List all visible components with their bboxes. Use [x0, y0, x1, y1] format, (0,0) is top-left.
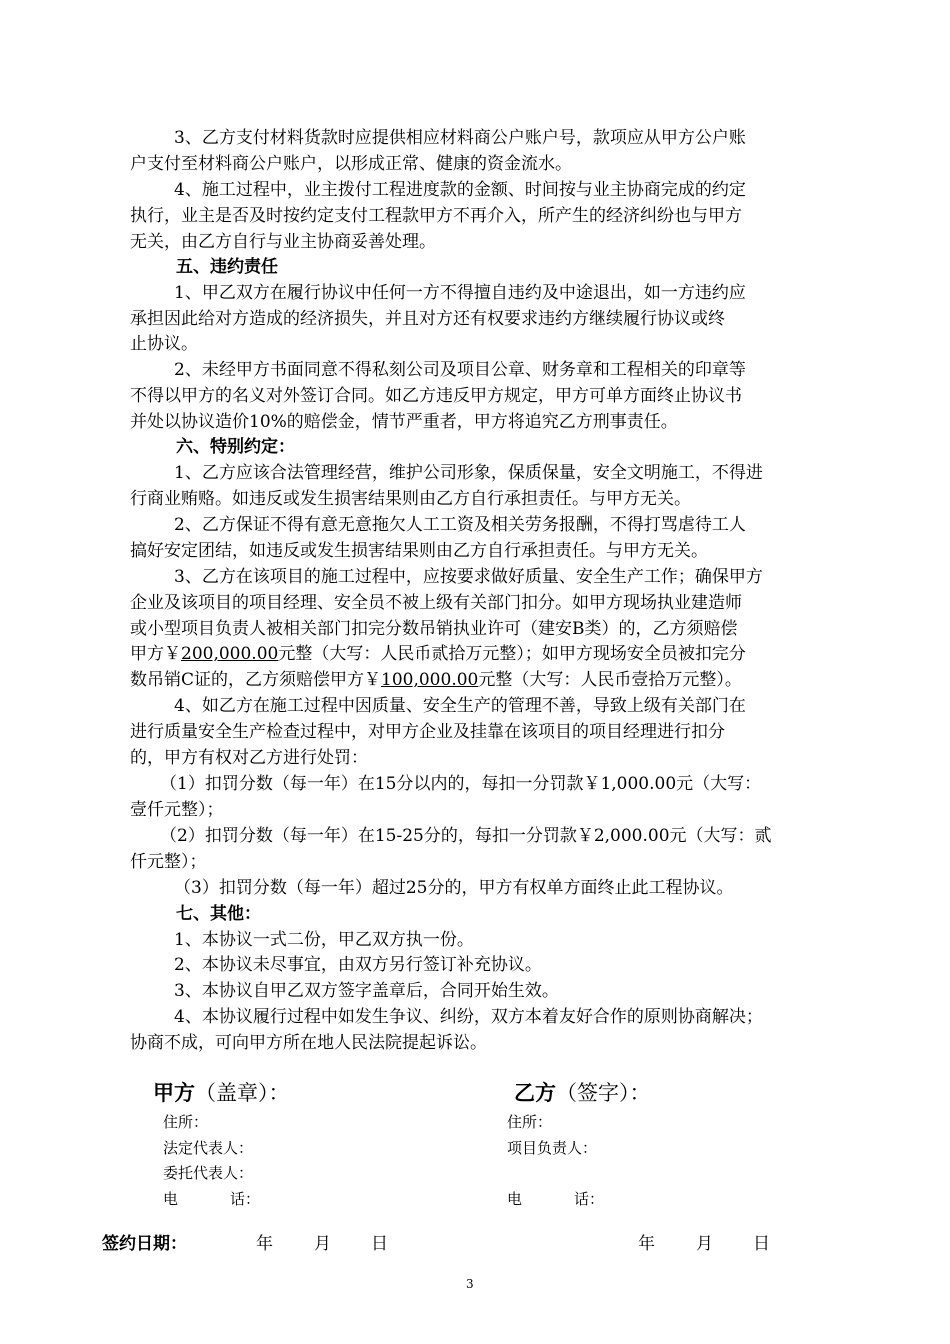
party-a-legal-rep-label: 法定代表人： [163, 1139, 254, 1157]
label-char: 话： [230, 1190, 261, 1208]
party-a-note: （盖章）： [195, 1081, 290, 1105]
text-line: 并处以协议造价10%的赔偿金，情节严重者，甲方将追究乙方刑事责任。 [130, 412, 678, 432]
section-heading: 七、其他： [176, 904, 261, 924]
party-b-manager-label: 项目负责人： [507, 1139, 598, 1157]
text-line: 无关，由乙方自行与业主协商妥善处理。 [130, 232, 436, 252]
party-b-note: （签字）： [556, 1081, 651, 1105]
text-segment: 元整（大写：人民币贰拾万元整）；如甲方现场安全员被扣完分 [278, 644, 746, 664]
text-line: 进行质量安全生产检查过程中，对甲方企业及挂靠在该项目的项目经理进行扣分 [130, 722, 725, 742]
text-line: 行商业贿赂。如违反或发生损害结果则由乙方自行承担责任。与甲方无关。 [130, 489, 691, 509]
party-a-agent-label: 委托代表人： [163, 1164, 254, 1182]
page-number: 3 [466, 1277, 474, 1291]
text-line: 搞好安定团结，如违反或发生损害结果则由乙方自行承担责任。与甲方无关。 [130, 541, 708, 561]
text-line: 协商不成，可向甲方所在地人民法院提起诉讼。 [130, 1033, 487, 1053]
party-a-phone-label [163, 1187, 260, 1211]
text-line: 的，甲方有权对乙方进行处罚： [130, 748, 368, 768]
label-char: 话： [574, 1190, 605, 1208]
text-line: 3、本协议自甲乙双方签字盖章后，合同开始生效。 [174, 981, 559, 1001]
text-line: 2、未经甲方书面同意不得私刻公司及项目公章、财务章和工程相关的印章等 [174, 360, 746, 380]
text-segment: 元整（大写：人民币壹拾万元整）。 [478, 670, 742, 690]
party-b-phone-label [507, 1187, 604, 1211]
text-line: 不得以甲方的名义对外签订合同。如乙方违反甲方规定，甲方可单方面终止协议书 [130, 386, 742, 406]
text-line: 2、乙方保证不得有意无意拖欠人工工资及相关劳务报酬，不得打骂虐待工人 [174, 515, 746, 535]
text-line: 企业及该项目的项目经理、安全员不被上级有关部门扣分。如甲方现场执业建造师 [130, 593, 742, 613]
party-a-address-label: 住所： [163, 1113, 209, 1131]
party-a-heading [153, 1081, 290, 1105]
text-line: 壹仟元整）； [130, 800, 224, 820]
text-line: 承担因此给对方造成的经济损失，并且对方还有权要求违约方继续履行协议或终 [130, 309, 725, 329]
amount-value: 100,000.00 [381, 670, 479, 690]
text-line: 执行，业主是否及时按约定支付工程款甲方不再介入，所产生的经济纠纷也与甲方 [130, 206, 742, 226]
text-line: 3、乙方在该项目的施工过程中，应按要求做好质量、安全生产工作；确保甲方 [174, 567, 763, 587]
label-char: 电 [163, 1190, 179, 1208]
text-line: （3）扣罚分数（每一年）超过25分的，甲方有权单方面终止此工程协议。 [174, 878, 734, 898]
text-line: 1、甲乙双方在履行协议中任何一方不得擅自违约及中途退出，如一方违约应 [174, 283, 746, 303]
text-line: 4、施工过程中，业主拨付工程进度款的金额、时间按与业主协商完成的约定 [174, 180, 746, 200]
date-month-a: 月 [314, 1234, 331, 1254]
party-b-name: 乙方 [514, 1081, 556, 1105]
amount-value: 200,000.00 [181, 644, 279, 664]
date-month-b: 月 [696, 1234, 713, 1254]
amount-line [130, 668, 742, 692]
text-segment: 数吊销C证的，乙方须赔偿甲方￥ [130, 670, 382, 690]
text-line: （1）扣罚分数（每一年）在15分以内的，每扣一分罚款￥1,000.00元（大写： [160, 774, 762, 794]
text-line: 仟元整）； [130, 852, 207, 872]
amount-line [130, 642, 746, 666]
text-line: 1、本协议一式二份，甲乙双方执一份。 [174, 930, 474, 950]
party-b-address-label: 住所： [507, 1113, 553, 1131]
text-line: 止协议。 [130, 334, 198, 354]
text-line: 2、本协议未尽事宜，由双方另行签订补充协议。 [174, 955, 542, 975]
party-a-name: 甲方 [153, 1081, 195, 1105]
date-day-a: 日 [371, 1234, 388, 1254]
text-line: 户支付至材料商公户账户，以形成正常、健康的资金流水。 [130, 154, 572, 174]
text-line: 3、乙方支付材料货款时应提供相应材料商公户账户号，款项应从甲方公户账 [174, 128, 746, 148]
text-line: 4、如乙方在施工过程中因质量、安全生产的管理不善，导致上级有关部门在 [174, 696, 746, 716]
section-heading: 六、特别约定： [176, 437, 295, 457]
section-heading: 五、违约责任 [176, 257, 278, 277]
date-day-b: 日 [753, 1234, 770, 1254]
text-segment: 甲方￥ [130, 644, 181, 664]
signing-date-label: 签约日期： [102, 1234, 187, 1254]
text-line: （2）扣罚分数（每一年）在15-25分的，每扣一分罚款￥2,000.00元（大写：贰 [160, 826, 772, 846]
text-line: 1、乙方应该合法管理经营，维护公司形象，保质保量，安全文明施工，不得进 [174, 463, 763, 483]
date-year-a: 年 [256, 1234, 273, 1254]
text-line: 4、本协议履行过程中如发生争议、纠纷，双方本着友好合作的原则协商解决； [174, 1007, 763, 1027]
party-b-heading [514, 1081, 651, 1105]
text-line: 或小型项目负责人被相关部门扣完分数吊销执业许可（建安B类）的，乙方须赔偿 [130, 619, 738, 639]
date-year-b: 年 [638, 1234, 655, 1254]
label-char: 电 [507, 1190, 523, 1208]
